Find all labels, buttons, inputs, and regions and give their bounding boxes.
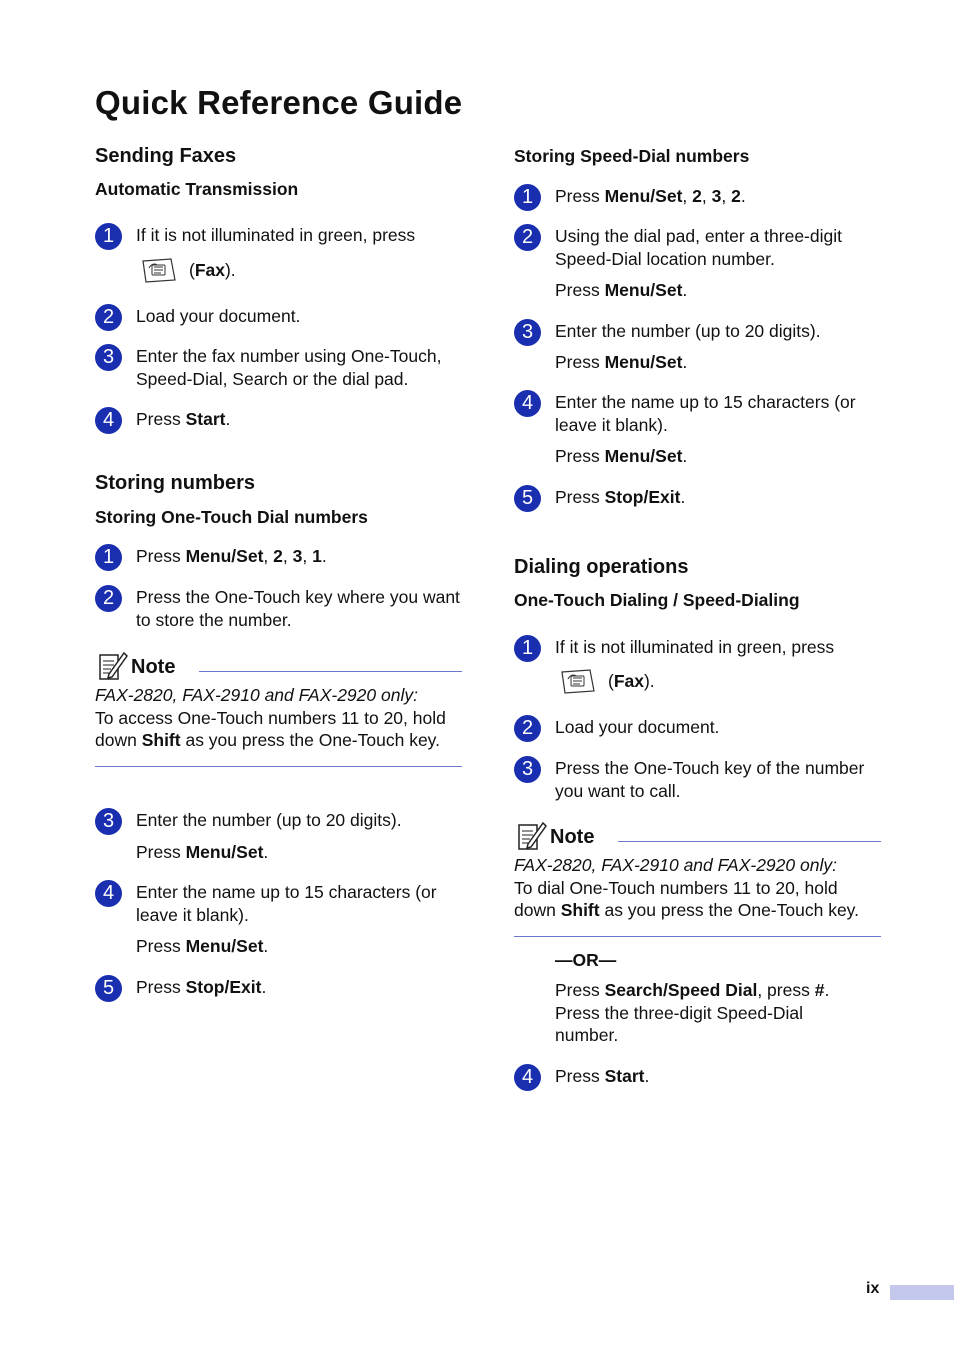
note-bottom-rule bbox=[514, 936, 881, 937]
text-post: . bbox=[261, 977, 267, 997]
sep: , bbox=[263, 546, 274, 566]
step-number: 5 bbox=[95, 975, 122, 1002]
text-pre: Press bbox=[555, 487, 605, 507]
note-pencil-icon bbox=[97, 650, 129, 682]
automatic-transmission-heading: Automatic Transmission bbox=[95, 179, 299, 199]
key-digit: 2 bbox=[273, 546, 283, 566]
fax-open: ( bbox=[608, 671, 614, 692]
speed-step-3 bbox=[514, 320, 886, 343]
step-number: 1 bbox=[514, 184, 541, 211]
speed-step-1 bbox=[514, 185, 886, 208]
step-text: Load your document. bbox=[555, 717, 720, 737]
step-number: 3 bbox=[514, 756, 541, 783]
speed-step-5 bbox=[514, 486, 886, 509]
press-menu-set bbox=[136, 841, 268, 864]
text-pre: Press bbox=[555, 980, 605, 1000]
sep: , bbox=[721, 186, 732, 206]
store-step-1 bbox=[95, 545, 467, 568]
sep: , bbox=[701, 186, 712, 206]
text-post: . bbox=[682, 446, 688, 466]
step-number: 4 bbox=[95, 407, 122, 434]
fax-open: ( bbox=[189, 260, 195, 281]
note-text-pre: To access One-Touch numbers 11 to 20, hold down bbox=[95, 707, 446, 750]
dial-step-4 bbox=[514, 1065, 886, 1088]
fax-label: Fax bbox=[194, 260, 225, 281]
step-number: 2 bbox=[514, 224, 541, 251]
text-post: . bbox=[740, 186, 746, 206]
shift-key: Shift bbox=[141, 730, 181, 750]
note-box bbox=[95, 650, 462, 767]
menu-set-key: Menu/Set bbox=[604, 280, 683, 300]
step-text: Enter the name up to 15 characters (or leave it blank). bbox=[555, 392, 856, 435]
key-digit: 3 bbox=[292, 546, 303, 566]
fax-key-icon bbox=[560, 669, 596, 694]
note-body bbox=[95, 684, 462, 752]
step-text: Press the One-Touch key of the number you want to call. bbox=[555, 758, 865, 801]
speed-step-2 bbox=[514, 225, 886, 270]
sep: , bbox=[302, 546, 313, 566]
step-text: If it is not illuminated in green, press bbox=[136, 225, 416, 245]
note-label: Note bbox=[131, 656, 176, 678]
text-pre: Press bbox=[136, 936, 186, 956]
stop-exit-key: Stop/Exit bbox=[185, 977, 262, 997]
note-header bbox=[95, 650, 462, 682]
step-text bbox=[136, 408, 467, 431]
storing-one-touch-heading: Storing One-Touch Dial numbers bbox=[95, 507, 368, 527]
step-text: Enter the name up to 15 characters (or leave it blank). bbox=[136, 882, 437, 925]
key-digit: 2 bbox=[731, 186, 741, 206]
text-pre: Press bbox=[555, 186, 605, 206]
menu-set-key: Menu/Set bbox=[604, 186, 683, 206]
note-models: FAX-2820, FAX-2910 and FAX-2920 only: bbox=[95, 685, 418, 705]
text-pre: Press bbox=[555, 446, 605, 466]
text-post: . bbox=[321, 546, 327, 566]
dial-step-3 bbox=[514, 757, 886, 802]
note-body bbox=[514, 854, 881, 922]
note-label: Note bbox=[550, 826, 595, 848]
send-step-4 bbox=[95, 408, 467, 431]
step-text bbox=[136, 976, 467, 999]
note-header bbox=[514, 820, 881, 852]
text-mid: , press bbox=[757, 980, 815, 1000]
step-number: 2 bbox=[95, 585, 122, 612]
fax-key-line bbox=[141, 258, 236, 283]
text-post: . bbox=[225, 409, 231, 429]
note-text-post: as you press the One-Touch key. bbox=[180, 730, 440, 750]
text-pre: Press bbox=[136, 977, 186, 997]
note-text-post: as you press the One-Touch key. bbox=[599, 900, 859, 920]
step-text: Press the One-Touch key where you want to store the number. bbox=[136, 587, 460, 630]
fax-key-line bbox=[560, 669, 655, 694]
dialing-operations-heading: Dialing operations bbox=[514, 556, 689, 578]
search-speed-dial-text bbox=[555, 979, 855, 1047]
note-text-pre: To dial One-Touch numbers 11 to 20, hold down bbox=[514, 877, 838, 920]
dial-step-2 bbox=[514, 716, 886, 739]
store-step-4 bbox=[95, 881, 467, 926]
store-step-5 bbox=[95, 976, 467, 999]
step-text bbox=[555, 185, 886, 208]
text-post: . bbox=[644, 1066, 650, 1086]
menu-set-key: Menu/Set bbox=[185, 842, 264, 862]
text-pre: Press bbox=[136, 842, 186, 862]
text-pre: Press bbox=[555, 280, 605, 300]
menu-set-key: Menu/Set bbox=[185, 936, 264, 956]
store-step-2 bbox=[95, 586, 467, 631]
step-number: 1 bbox=[95, 223, 122, 250]
step-text: Using the dial pad, enter a three-digit Speed-Dial location number. bbox=[555, 226, 842, 269]
step-text: Enter the number (up to 20 digits). bbox=[555, 321, 821, 341]
step-number: 1 bbox=[514, 635, 541, 662]
press-menu-set bbox=[555, 445, 687, 468]
step-number: 5 bbox=[514, 485, 541, 512]
send-step-3 bbox=[95, 345, 467, 390]
key-digit: 1 bbox=[312, 546, 322, 566]
sep: , bbox=[682, 186, 693, 206]
note-rule bbox=[199, 671, 462, 672]
menu-set-key: Menu/Set bbox=[185, 546, 264, 566]
shift-key: Shift bbox=[560, 900, 600, 920]
text-post: . Press the three-digit Speed-Dial number. bbox=[555, 980, 830, 1045]
or-separator: —OR— bbox=[555, 950, 617, 970]
hash-key: # bbox=[814, 980, 825, 1000]
dial-step-1 bbox=[514, 636, 886, 659]
step-text: Load your document. bbox=[136, 306, 301, 326]
text-pre: Press bbox=[555, 352, 605, 372]
send-step-2 bbox=[95, 305, 467, 328]
step-text: Enter the fax number using One-Touch, Speed-Dial, Search or the dial pad. bbox=[136, 346, 442, 389]
step-text bbox=[555, 486, 886, 509]
text-post: . bbox=[680, 487, 686, 507]
text-pre: Press bbox=[136, 409, 186, 429]
fax-close: ). bbox=[224, 260, 236, 281]
storing-numbers-heading: Storing numbers bbox=[95, 472, 256, 494]
step-text: If it is not illuminated in green, press bbox=[555, 637, 835, 657]
text-post: . bbox=[263, 842, 269, 862]
press-menu-set bbox=[136, 935, 268, 958]
sending-faxes-heading: Sending Faxes bbox=[95, 145, 237, 167]
step-number: 3 bbox=[95, 808, 122, 835]
one-touch-dialing-heading: One-Touch Dialing / Speed-Dialing bbox=[514, 590, 800, 610]
text-pre: Press bbox=[555, 1066, 605, 1086]
step-number: 4 bbox=[95, 880, 122, 907]
note-models: FAX-2820, FAX-2910 and FAX-2920 only: bbox=[514, 855, 837, 875]
start-key: Start bbox=[185, 409, 226, 429]
fax-close: ). bbox=[643, 671, 655, 692]
note-pencil-icon bbox=[516, 820, 548, 852]
step-number: 1 bbox=[95, 544, 122, 571]
note-box bbox=[514, 820, 881, 937]
step-text: Enter the number (up to 20 digits). bbox=[136, 810, 402, 830]
text-pre: Press bbox=[136, 546, 186, 566]
key-digit: 2 bbox=[692, 186, 702, 206]
step-number: 2 bbox=[95, 304, 122, 331]
menu-set-key: Menu/Set bbox=[604, 352, 683, 372]
step-number: 4 bbox=[514, 390, 541, 417]
speed-step-4 bbox=[514, 391, 886, 436]
note-bottom-rule bbox=[95, 766, 462, 767]
page-title: Quick Reference Guide bbox=[95, 84, 463, 121]
press-menu-set bbox=[555, 279, 687, 302]
step-number: 3 bbox=[95, 344, 122, 371]
fax-label: Fax bbox=[613, 671, 644, 692]
start-key: Start bbox=[604, 1066, 645, 1086]
step-number: 4 bbox=[514, 1064, 541, 1091]
store-step-3 bbox=[95, 809, 467, 832]
send-step-1 bbox=[95, 224, 467, 247]
key-digit: 3 bbox=[711, 186, 722, 206]
page-number: ix bbox=[866, 1280, 880, 1297]
sep: , bbox=[282, 546, 293, 566]
text-post: . bbox=[682, 280, 688, 300]
storing-speed-dial-heading: Storing Speed-Dial numbers bbox=[514, 146, 750, 166]
menu-set-key: Menu/Set bbox=[604, 446, 683, 466]
note-rule bbox=[618, 841, 881, 842]
text-post: . bbox=[682, 352, 688, 372]
step-text bbox=[136, 545, 467, 568]
step-number: 3 bbox=[514, 319, 541, 346]
text-post: . bbox=[263, 936, 269, 956]
fax-key-icon bbox=[141, 258, 177, 283]
step-number: 2 bbox=[514, 715, 541, 742]
press-menu-set bbox=[555, 351, 687, 374]
search-speed-dial-key: Search/Speed Dial bbox=[604, 980, 758, 1000]
step-text bbox=[555, 1065, 886, 1088]
stop-exit-key: Stop/Exit bbox=[604, 487, 681, 507]
page-tab-marker bbox=[890, 1285, 954, 1300]
